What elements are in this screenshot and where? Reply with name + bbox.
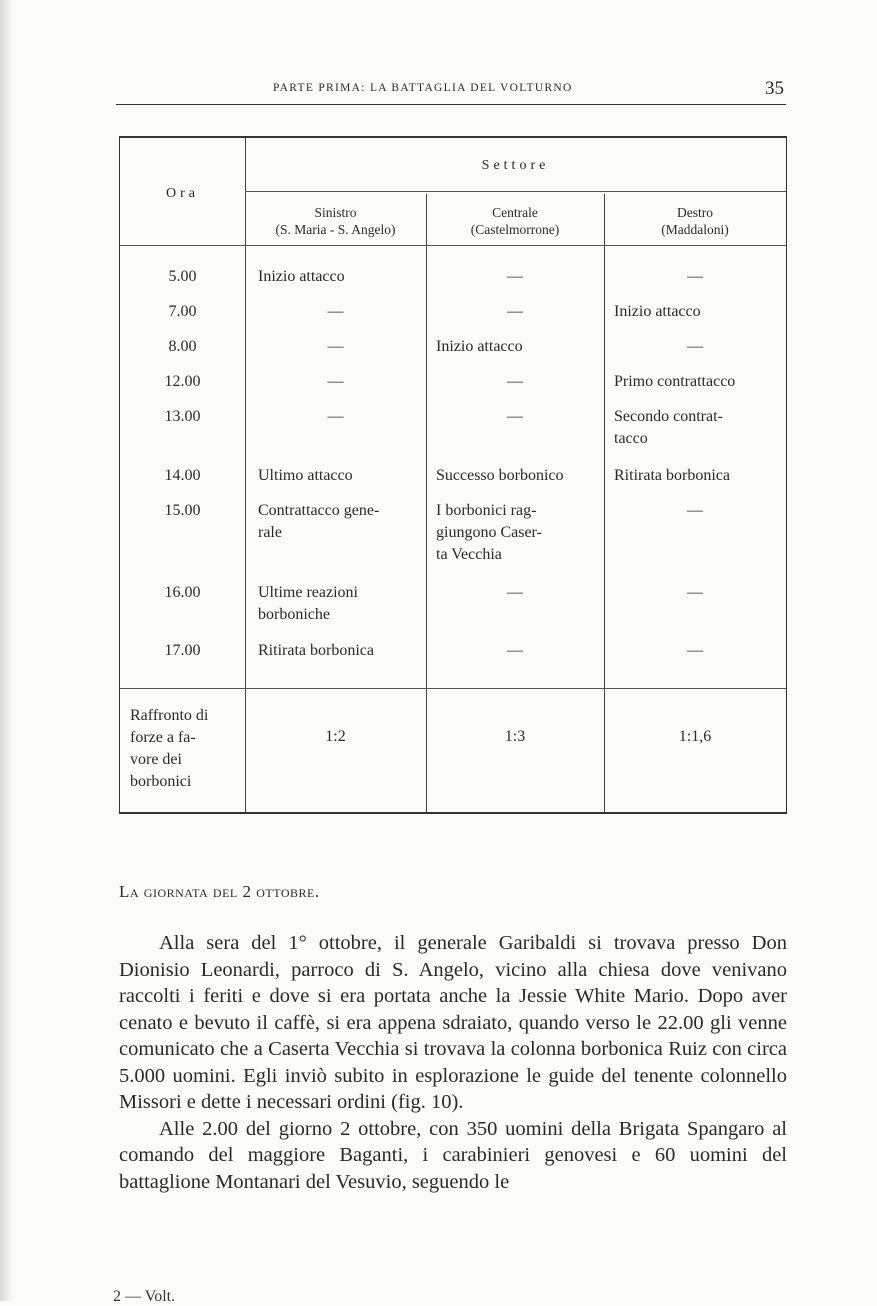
column-header-ora: Ora: [166, 186, 199, 201]
sector-subtitle: (S. Maria - S. Angelo): [275, 222, 396, 237]
sector-header-centrale: [426, 204, 604, 238]
sector-table: [119, 136, 787, 814]
page-number: 35: [765, 78, 784, 99]
comparison-label: Raffronto di forze a fa- vore dei borbonici: [130, 707, 209, 790]
row-centrale: Successo borbonico: [436, 467, 564, 484]
sector-header-destro: [604, 204, 786, 238]
row-time: 7.00: [168, 303, 197, 320]
running-title: PARTE PRIMA: LA BATTAGLIA DEL VOLTURNO: [273, 82, 573, 94]
sector-subtitle: (Castelmorrone): [470, 222, 560, 237]
page-edge-shadow: [0, 0, 14, 1301]
sector-name: Centrale: [492, 205, 538, 220]
row-destro: —: [687, 642, 703, 659]
comparison-destro: 1:1,6: [678, 728, 712, 745]
running-header: [116, 78, 786, 105]
row-centrale: —: [507, 303, 523, 320]
row-sinistro: —: [327, 408, 344, 425]
paragraph: Alle 2.00 del giorno 2 ottobre, con 350 uomini della Brigata Spangaro al comando del maggiore Baganti, i carabinieri genovesi e 60 uomini del battaglione Montanari del Vesuvio, seguendo le: [119, 1117, 787, 1193]
table-divider: [120, 688, 786, 689]
row-centrale: —: [507, 642, 523, 659]
row-time: 16.00: [164, 584, 201, 601]
row-sinistro: —: [327, 373, 344, 390]
footer-signature: 2 — Volt.: [113, 1288, 176, 1305]
row-sinistro: Inizio attacco: [258, 268, 345, 285]
row-destro: Ritirata borbonica: [614, 467, 730, 484]
comparison-sinistro: 1:2: [325, 728, 346, 745]
table-divider: [245, 138, 246, 812]
row-destro: Primo contrattacco: [614, 373, 736, 390]
row-sinistro: —: [327, 303, 344, 320]
row-time: 13.00: [164, 408, 201, 425]
row-time: 5.00: [168, 268, 197, 285]
row-time: 8.00: [168, 338, 197, 355]
row-time: 12.00: [164, 373, 201, 390]
row-centrale: Inizio attacco: [436, 338, 523, 355]
row-destro: —: [687, 584, 703, 601]
row-time: 15.00: [164, 502, 201, 519]
row-destro: Secondo contrat- tacco: [614, 408, 723, 447]
sector-subtitle: (Maddaloni): [661, 222, 729, 237]
section-title: [119, 882, 320, 902]
row-destro: —: [687, 502, 703, 519]
body-text: [119, 930, 787, 1195]
table-divider: [245, 191, 786, 192]
row-time: 14.00: [164, 467, 201, 484]
row-centrale: —: [507, 584, 523, 601]
row-destro: —: [687, 338, 703, 355]
row-sinistro: Contrattacco gene- rale: [258, 502, 380, 541]
paragraph: Alla sera del 1° ottobre, il generale Garibaldi si trovava presso Don Dionisio Leonardi, parroco di S. Angelo, vicino alla chiesa dove venivano raccolti i feriti e dove si era portata anche la Jessie White Mario. Dopo aver cenato e bevuto il caffè, si era appena sdraiato, quando verso le 22.00 gli venne comunicato che a Caserta Vecchia si trovava la colonna borbonica Ruiz con circa 5.000 uomini. Egli inviò subito in esplorazione le guide del tenente colonnello Missori e dette i necessari ordini (fig. 10).: [119, 932, 787, 1113]
row-sinistro: Ultimo attacco: [258, 467, 353, 484]
row-sinistro: Ultime reazioni borboniche: [258, 584, 358, 623]
row-centrale: I borbonici rag- giungono Caser- ta Vecchia: [436, 502, 542, 563]
sector-header-sinistro: [245, 204, 426, 238]
row-destro: —: [687, 268, 703, 285]
table-divider: [120, 245, 786, 246]
column-header-settore: Settore: [481, 158, 550, 173]
sector-name: Destro: [677, 205, 713, 220]
section-title-text: La giornata del 2 ottobre.: [119, 882, 320, 901]
sector-name: Sinistro: [314, 205, 357, 220]
row-centrale: —: [507, 373, 523, 390]
row-time: 17.00: [164, 642, 201, 659]
row-centrale: —: [507, 408, 523, 425]
row-destro: Inizio attacco: [614, 303, 701, 320]
row-sinistro: Ritirata borbonica: [258, 642, 374, 659]
row-sinistro: —: [327, 338, 344, 355]
comparison-centrale: 1:3: [504, 728, 526, 745]
row-centrale: —: [507, 268, 523, 285]
